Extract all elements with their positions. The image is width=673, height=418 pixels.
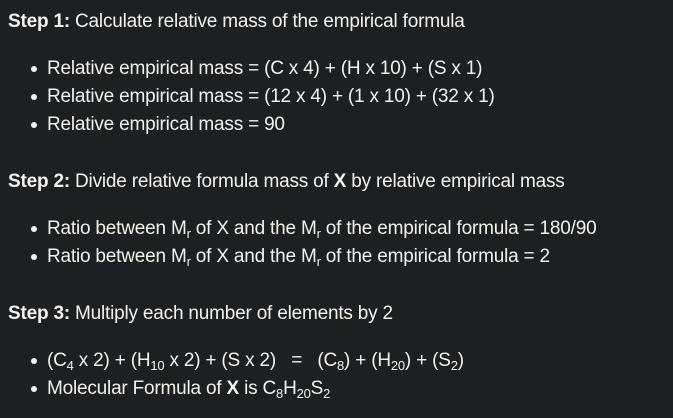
text-segment: x 2) + (S x 2) = (C [164,350,337,371]
bold-text: X [226,378,240,399]
subscript-text: 8 [276,386,284,401]
text-segment: by relative empirical mass [346,171,565,192]
subscript-text: 4 [66,358,74,373]
bold-text: X [333,171,347,192]
bullet-list [8,55,665,139]
step-section-3 [8,301,665,403]
text-segment: Ratio between M [47,246,187,267]
subscript-text: r [316,226,321,241]
subscript-text: r [186,226,191,241]
subscript-text: 20 [390,358,405,373]
subscript-text: r [316,254,321,269]
bullet-item [31,347,665,375]
text-segment: ) [457,350,464,371]
text-segment: Relative empirical mass = 90 [47,114,285,135]
text-segment: S [310,378,324,399]
text-segment: of the empirical formula = 180/90 [320,218,597,239]
bullet-text [47,215,596,243]
text-segment: Molecular Formula of [47,378,227,399]
bullet-item [31,375,665,403]
bullet-item [31,215,665,243]
bullet-icon [31,386,37,392]
steps-container [8,9,665,403]
text-segment: ) + (H [344,350,391,371]
text-segment: Relative empirical mass = (12 x 4) + (1 x 10) + (32 x 1) [47,86,495,107]
text-segment: H [283,378,297,399]
bullet-icon [31,358,37,364]
bullet-text [47,347,464,375]
text-segment: is C [239,378,277,399]
bullet-list [8,215,665,271]
bold-text: Step 1: [8,11,70,32]
step-section-1 [8,9,665,139]
bullet-text [47,243,550,271]
text-segment: ) + (S [404,350,451,371]
text-segment: of X and the M [190,246,317,267]
bullet-item [31,111,665,139]
subscript-text: 2 [323,386,331,401]
bullet-item [31,243,665,271]
text-segment: Calculate relative mass of the empirical formula [69,11,465,32]
bullet-text [47,111,285,139]
bullet-icon [31,66,37,72]
bullet-text [47,55,482,83]
text-segment: of X and the M [190,218,317,239]
text-segment: (C [47,350,67,371]
text-segment: x 2) + (H [73,350,151,371]
bullet-list [8,347,665,403]
subscript-text: 20 [296,386,311,401]
bold-text: Step 3: [8,303,70,324]
text-segment: Ratio between M [47,218,187,239]
text-segment: Multiply each number of elements by 2 [69,303,393,324]
bullet-item [31,83,665,111]
subscript-text: 2 [450,358,458,373]
step-section-2 [8,169,665,271]
bullet-icon [31,94,37,100]
bold-text: Step 2: [8,171,70,192]
bullet-text [47,83,495,111]
subscript-text: 8 [336,358,345,373]
bullet-icon [31,226,37,232]
bullet-item [31,55,665,83]
text-segment: Relative empirical mass = (C x 4) + (H x 10) + (S x 1) [47,58,483,79]
text-segment: of the empirical formula = 2 [320,246,550,267]
bullet-icon [31,254,37,260]
step-heading [8,301,665,327]
step-heading [8,169,665,195]
subscript-text: 10 [150,358,165,373]
text-segment: Divide relative formula mass of [69,171,334,192]
step-heading [8,9,665,35]
bullet-text [47,375,330,403]
bullet-icon [31,122,37,128]
subscript-text: r [186,254,191,269]
